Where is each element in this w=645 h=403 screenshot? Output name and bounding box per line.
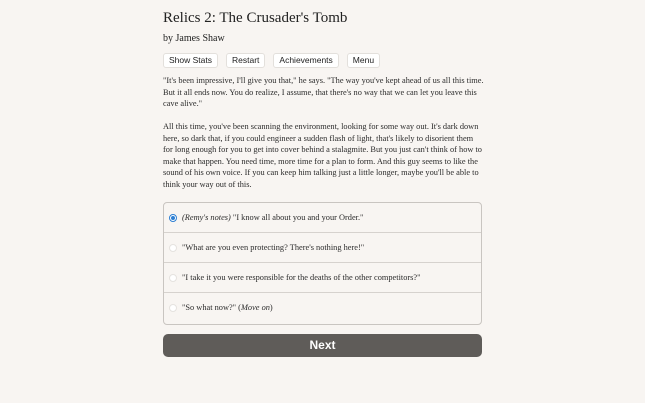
restart-button[interactable]: Restart <box>226 53 265 68</box>
choice-option-1[interactable] <box>164 203 481 233</box>
radio-button[interactable] <box>169 274 177 282</box>
achievements-button[interactable]: Achievements <box>273 53 338 68</box>
choice-label-2: "What are you even protecting? There's nothing here!" <box>182 242 365 252</box>
radio-button-selected[interactable] <box>169 214 177 222</box>
game-byline: by James Shaw <box>163 33 225 44</box>
game-title: Relics 2: The Crusader's Tomb <box>163 10 348 26</box>
choice-move-on: Move on <box>240 303 270 312</box>
story-paragraph-1: "It's been impressive, I'll give you that," he says. "The way you've kept ahead of us all this time. But it all ends now. You do realize, I assume, that there's no way that we can let you leave this cave alive." <box>163 76 484 109</box>
choice-option-2[interactable] <box>164 233 481 263</box>
choice-label-4 <box>182 303 273 313</box>
choice-note: (Remy's notes) <box>182 212 231 222</box>
choice-close-paren: ) <box>269 303 273 312</box>
toolbar <box>163 53 380 68</box>
choice-text-4: "So what now?" ( <box>182 303 241 312</box>
story-paragraph-2: All this time, you've been scanning the environment, looking for some way out. It's dark down here, so dark that, if you could engineer a sudden flash of light, that's likely to disorient them for long enough for you to get into cover behind a stalagmite. But you just can't think of how to make that happen. You need time, more time for a plan to form. And this guy seems to like the sound of his own voice. If you can keep him talking just a little longer, maybe you'll be able to think your way out of this. <box>163 122 482 189</box>
menu-button[interactable]: Menu <box>347 53 380 68</box>
choice-option-3[interactable] <box>164 263 481 293</box>
next-button[interactable]: Next <box>163 334 482 357</box>
radio-button[interactable] <box>169 304 177 312</box>
choice-text-1: "I know all about you and your Order." <box>230 212 364 222</box>
radio-button[interactable] <box>169 244 177 252</box>
choice-label-3: "I take it you were responsible for the deaths of the other competitors?" <box>182 272 421 282</box>
show-stats-button[interactable]: Show Stats <box>163 53 218 68</box>
choice-label-1 <box>182 213 363 223</box>
choice-list <box>163 202 482 325</box>
choice-option-4[interactable] <box>164 293 481 323</box>
